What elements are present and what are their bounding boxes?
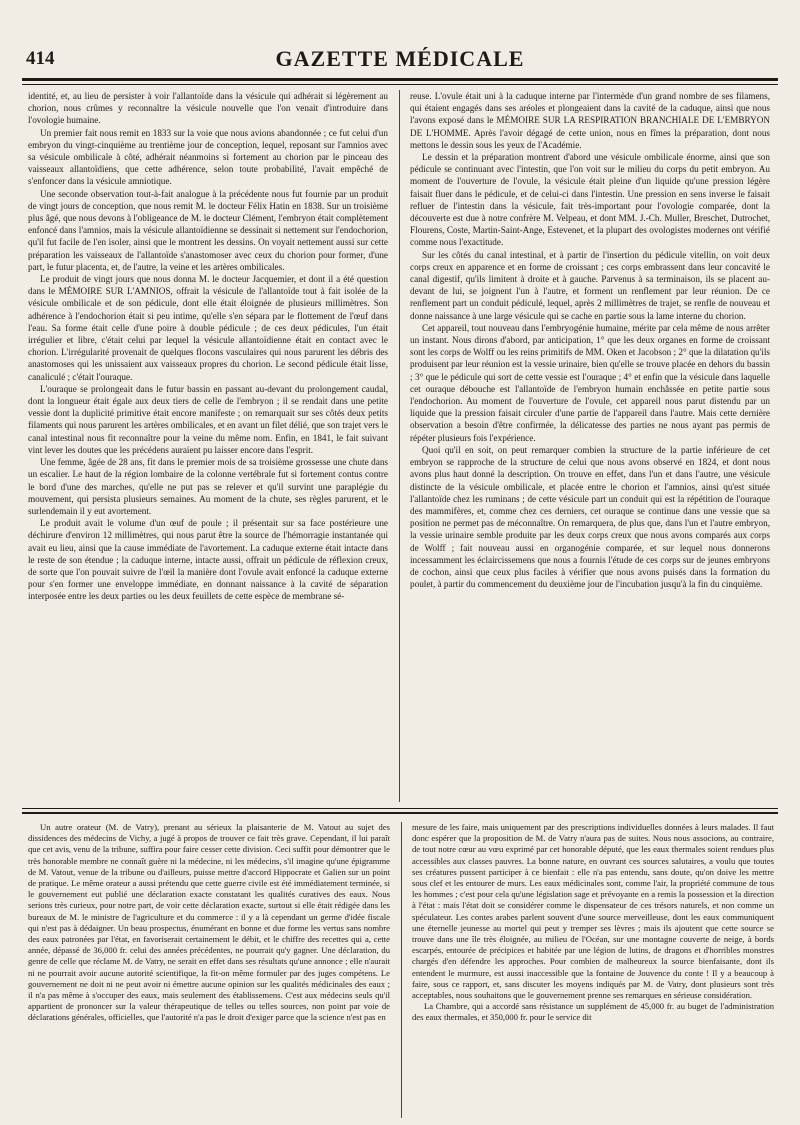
- paragraph: Sur les côtés du canal intestinal, et à partir de l'insertion du pédicule vitellin, on voit deux corps creux en apparence et en forme de croissant ; ces corps embrassent dans leur concavité le canal digestif, qu'ils limitent à droite et à gauche. Parvenus à sa terminaison, ils se placent au-devant de lui, se joignent l'un à l'autre, et forment un renflement par leur réunion. De ce renflement part un conduit pédiculé, lequel, après 2 millimètres de trajet, se renfle de nouveau et donne naissance à une large vésicule qui se cache en partie sous la lame interne du chorion.: [410, 249, 770, 321]
- main-column-left: [28, 90, 388, 802]
- paragraph: reuse. L'ovule était uni à la caduque interne par l'intermède d'un grand nombre de ses filamens, qui étaient engagés dans ses aréoles et plongeaient dans la cavité de la caduque, ainsi que nous l'avons exposé dans le MÉMOIRE SUR LA RESPIRATION BRANCHIALE DE L'EMBRYON DE L'HOMME. Après l'avoir dégagé de cette union, nous en fîmes la préparation, dont nous mettons le dessin sous les yeux de l'Académie.: [410, 91, 770, 150]
- header-rule-thin: [22, 84, 778, 85]
- feuilleton-rule-thick: [22, 812, 778, 814]
- paragraph: Le produit de vingt jours que nous donna M. le docteur Jacquemier, et dont il a été question dans le MÉMOIRE SUR L'AMNIOS, offrait la vésicule de l'allantoïde tout à fait isolée de la vésicule ombilicale et de son pédicule, dont elle était éloignée de plusieurs millimètres. Son adhérence à l'endochorion était si peu intime, qu'elle s'en sépara par le flottement de l'œuf dans l'eau. Sa forme était celle d'une poire à double pédicule ; de ces deux pédicules, l'un était irrégulier et libre, c'était celui par lequel la vésicule allantoïdienne était en contact avec le chorion. L'irrégularité provenait de quelques flocons vasculaires qui nous parurent les débris des anastomoses qui les unissaient aux vaisseaux propres du chorion. Le second pédicule était lisse, canaliculé ; c'était l'ouraque.: [28, 274, 388, 382]
- paragraph: identité, et, au lieu de persister à voir l'allantoïde dans la vésicule qui adhérait si légèrement au chorion, nous crûmes y reconnaître la vésicule nouvelle que l'on venait d'introduire dans l'ovologie humaine.: [28, 91, 388, 126]
- feuilleton-section: [28, 822, 780, 1118]
- paragraph: Le dessin et la préparation montrent d'abord une vésicule ombilicale énorme, ainsi que son pédicule se continuant avec l'intestin, que l'on voit sur le milieu du corps du petit embryon. Au moment de l'ouverture de l'ovule, la vésicule était pleine d'un liquide qu'une pression légère faisait fluer dans le pédicule, et de celui-ci dans l'intestin. Une pression en sens inverse le faisait refluer de l'intestin dans la vésicule, fait très-important pour l'ovologie comparée, dont la découverte est due à notre confrère M. Velpeau, et dont MM. J.-Ch. Muller, Breschet, Dutrochet, Flourens, Coste, Martin-Saint-Ange, Estevenet, et la plupart des ovologistes modernes ont vérifié comme nous l'exactitude.: [410, 152, 770, 248]
- column-divider: [401, 822, 402, 1118]
- page-number: 414: [26, 48, 55, 69]
- paragraph: Un autre orateur (M. de Vatry), prenant au sérieux la plaisanterie de M. Vatout au sujet des dissidences des médecins de Vichy, a jugé à propos de trouver ce fait très grave. Cependant, il lui paraît que cet avis, venu de la tribune, suffira pour faire cesser cette division. Ceci suffit pour démontrer que le très honorable membre ne connaît guère ni la médecine, ni les médecins, s'il imagine qu'une épigramme de M. Vatout, venue de la tribune ou d'ailleurs, puisse mettre d'accord Hippocrate et Galien sur un point de pratique. Le même orateur a aussi prétendu que cette guerre civile est été immédiatement terminée, si le gouvernement eut publié une déclaration exacte constatant les qualités curatives des eaux. Nous serions très curieux, pour notre part, de voir cette déclaration exacte, surtout si elle était rédigée dans les bureaux de M. le ministre de l'agriculture et du commerce : il y a là cependant un germe d'idée fiscale qui n'est pas à dédaigner. Un beau prospectus, énumérant en bonne et due forme les vertus sans nombre des eaux patronées par l'état, en favoriserait certainement le débit, et le chiffre des recettes qui a, cette année, dépassé de 36,000 fr. celui des années précédentes, ne pourrait qu'y gagner. Une déclaration, du genre de celle que réclame M. de Vatry, ne serait en effet dans ses résultats qu'une annonce ; elle n'aurait ni ne pourrait avoir aucune autorité scientifique, la fit-on même formuler par des juges compétens. Le gouvernement ne doit ni ne peut avoir ni émettre aucune opinion sur les qualités médicinales des eaux ; il n'a pas même à s'occuper des eaux, mais seulement des établissemens. C'est aux médecins seuls qu'il appartient de prononcer sur la valeur thérapeutique de telles ou telles sources, non point par voie de déclarations générales, officielles, que l'autorité n'a pas le droit d'exiger parce que la science n'est pas en: [28, 822, 390, 1023]
- feuilleton-rule: [22, 808, 778, 809]
- paragraph: Une seconde observation tout-à-fait analogue à la précédente nous fut fournie par un produit de vingt jours de conception, que nous remit M. le docteur Félix Hatin en 1838. Sur un troisième plus âgé, que nous devons à l'obligeance de M. le docteur Clément, l'embryon était complètement enfoncé dans l'amnios, mais la vésicule allantoïdienne se dessinait si nettement sur l'endochorion, qu'il fut facile de l'en isoler, ainsi que le montrent les dessins. On voyait nettement aussi sur cette préparation les vaisseaux de l'allantoïde s'anastomoser avec ceux du chorion pour former, d'une part, le futur placenta, et, de l'autre, la veine et les artères ombilicales.: [28, 188, 388, 272]
- paragraph: Le produit avait le volume d'un œuf de poule ; il présentait sur sa face postérieure une déchirure d'environ 12 millimètres, qui nous parut être la source de l'hémorragie instantanée qui avait eu lieu, ainsi que la cause immédiate de l'avortement. La caduque externe était intacte dans le reste de son étendue ; la caduque interne, intacte aussi, offrait un pédicule de réflexion creux, de sorte que l'on pouvait suivre de l'œil la manière dont l'ovule avait enfoncé la caduque externe pour s'en former une enveloppe immédiate, en donnant naissance à la cavité de séparation interposée entre les deux parties ou les deux feuillets de cette espèce de membrane sé-: [28, 518, 388, 602]
- column-divider: [399, 90, 400, 802]
- feuilleton-column-left: [28, 822, 390, 1118]
- paragraph: L'ouraque se prolongeait dans le futur bassin en passant au-devant du prolongement caudal, dont la longueur était égale aux deux tiers de celle de l'embryon ; il se rendait dans une petite vessie dont la duplicité primitive était encore manifeste ; on remarquait sur ses côtés deux petits filaments qui nous parurent les artères ombilicales, et en avant un filet délié, que son trajet vers le canal intestinal nous fit reconnaître pour la veine du même nom. Enfin, en 1841, le fait suivant vint lever les doutes que les précédens auraient pu laisser encore dans l'esprit.: [28, 383, 388, 455]
- page-header: [22, 38, 778, 78]
- paragraph: mesure de les faire, mais uniquement par des prescriptions individuelles données à leurs malades. Il faut donc espérer que la proposition de M. de Vatry n'aura pas de suites. Nous nous associons, au contraire, de tout notre cœur au vœu exprimé par cet honorable député, que les eaux thermales soient rendues plus accessibles aux classes pauvres. La bonne nature, en ouvrant ces sources salutaires, a voulu que toutes ses créatures pussent participer à ce bienfait : elle n'a pas entendu, sans doute, qu'on doive les mettre sous clef et les entourer de murs. Les eaux médicinales sont, comme l'air, la propriété commune de tous les hommes ; c'est pour cela qu'une législation sage et prévoyante en a remis la possession et la direction à l'état : mais l'état doit se considérer comme le dispensateur de ces trésors naturels, et non comme un spéculateur. Les contes arabes parlent souvent d'une source merveilleuse, dont les eaux communiquent une éternelle jeunesse au mortel qui peut y tremper ses lèvres ; mais ils ajoutent que cette source se trouve dans une île très éloignée, au milieu de l'Océan, sur une montagne couverte de neige, à bords escarpés, entourée de précipices et habitée par une légion de lutins, de dragons et d'horribles monstres chargés d'en défendre les approches. Pour combien de malheureux la source bienfaisante, dont ils entendent le murmure, est aussi inaccessible que la fontaine de Jouvence du conte ! Il y a beaucoup à faire, sous ce rapport, et, sans discuter les moyens indiqués par M. de Vatry, dont plusieurs sont très acceptables, nous souhaitons que le gouvernement prenne ses remarques en sérieuse considération.: [412, 822, 774, 1001]
- feuilleton-column-right: [412, 822, 774, 1118]
- main-column-right: [410, 90, 770, 802]
- paragraph: La Chambre, qui a accordé sans résistance un supplément de 45,000 fr. au buget de l'administration des eaux thermales, et 350,000 fr. pour le service dit: [412, 1001, 774, 1023]
- main-article: [28, 90, 780, 802]
- paragraph: Un premier fait nous remit en 1833 sur la voie que nous avions abandonnée ; ce fut celui d'un embryon du vingt-cinquième au trentième jour de conception, lequel, reposant sur l'amnios avec sa vésicule ombilicale à côté, adhérait néanmoins si fortement au chorion par le pinceau des vaisseaux allantoïdiens, que cette adhérence, selon toute probabilité, l'avait empêché de s'enfoncer dans la vésicule amniotique.: [28, 127, 388, 187]
- paragraph: Cet appareil, tout nouveau dans l'embryogénie humaine, mérite par cela même de nous arrêter un instant. Nous dirons d'abord, par anticipation, 1° que les deux organes en forme de croissant sont les corps de Wolff ou les reins primitifs de MM. Oken et Jacobson ; 2° que la dilatation qu'ils produisent par leur réunion est la vessie urinaire, bien qu'elle se trouve placée en dehors du bassin ; 3° que le pédicule qui sort de cette vessie est l'ouraque ; 4° et enfin que la vésicule dans laquelle cet ouraque débouche est l'allantoïde de l'embryon humain enchâssée en petite partie sous l'endochorion. Au moment de l'ouverture de l'ovule, cet appareil nous parut distendu par un liquide que la pression faisait circuler d'une partie de l'appareil dans l'autre. Mais cette dernière observation a besoin d'être confirmée, la délicatesse des parties ne nous ayant pas permis de répéter plusieurs fois l'expérience.: [410, 322, 770, 443]
- header-rule-thick: [22, 78, 778, 81]
- paragraph: Une femme, âgée de 28 ans, fit dans le premier mois de sa troisième grossesse une chute dans un escalier. Le haut de la région lombaire de la colonne vertébrale fut si fortement contus contre le bord d'une des marches, qu'elle ne put pas se relever et qu'il survint une paraplégie du mouvement, qui persista plusieurs semaines. Au moment de la chute, ses règles parurent, et le surlendemain il y eut avortement.: [28, 457, 388, 516]
- journal-title: GAZETTE MÉDICALE: [275, 46, 525, 71]
- paragraph: Quoi qu'il en soit, on peut remarquer combien la structure de la partie inférieure de cet embryon se rapproche de la structure de celui que nous avons observé en 1824, et dont nous avons plus haut donné la description. On trouve en effet, dans l'un et dans l'autre, une vésicule distincte de la vésicule ombilicale, et placée entre le chorion et l'amnios, ainsi qu'est située l'allantoïde chez les ruminans ; de cette vésicule part un conduit qui est la répétition de l'ouraque des mammifères, et, comme chez ces derniers, cet ouraque se continue dans une vessie que sa position ne permet pas de méconnaître. On remarquera, de plus que, dans l'un et l'autre embryon, la vessie urinaire semble produite par les deux corps creux que nous avons comparés aux corps de Wolff ; fait nouveau aussi en organogénie comparée, et sur lequel nous donnerons incessamment les éclaircissemens que nous a fournis l'étude de ces corps sur de jeunes embryons de cochon, ainsi que ceux plus faciles à vérifier que nous avons puisés dans la formation du poulet, à partir du commencement du deuxième jour de l'incubation jusqu'à la fin du cinquième.: [410, 444, 770, 590]
